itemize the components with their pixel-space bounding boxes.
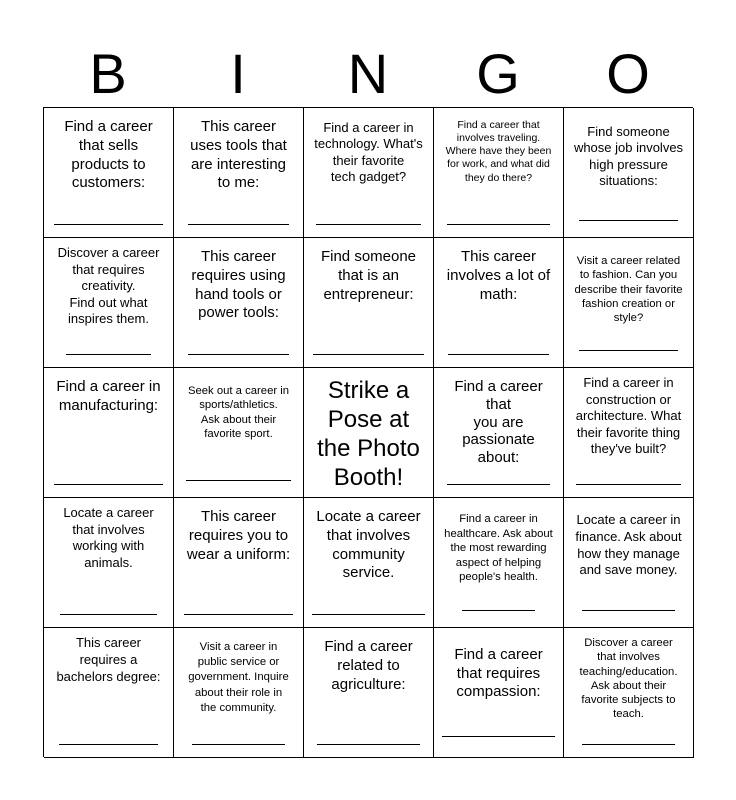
answer-line [579,350,678,351]
square-prompt: Visit a career in public service or government. Inquire about their role in the community. [188,641,289,714]
answer-line [188,224,289,225]
answer-line [66,354,151,355]
bingo-square[interactable] [44,368,174,498]
bingo-square[interactable] [434,368,564,498]
answer-line [447,224,550,225]
square-prompt: Visit a career related to fashion. Can you describe their favorite fashion creation or style? [574,255,683,325]
bingo-square[interactable] [564,368,694,498]
square-prompt: Find a career in technology. What's their favorite tech gadget? [314,120,423,184]
answer-line [317,744,420,745]
bingo-card-grid [43,107,693,757]
square-prompt: Find a career that you are passionate about: [454,378,543,467]
square-prompt: Find a career in manufacturing: [56,378,161,414]
answer-line [188,354,289,355]
bingo-square[interactable] [44,108,174,238]
square-prompt: This career requires using hand tools or power tools: [191,248,286,322]
answer-line [316,224,421,225]
bingo-square[interactable] [434,108,564,238]
bingo-square[interactable] [174,108,304,238]
bingo-square[interactable] [44,498,174,628]
header-letter-i: I [230,42,246,105]
square-prompt: This career requires you to wear a uniform: [186,508,291,563]
answer-line [462,610,535,611]
answer-line [59,744,158,745]
bingo-square[interactable] [564,498,694,628]
header-letter-n: N [347,42,389,105]
free-space-text: Strike a Pose at the Photo Booth! [317,377,420,491]
answer-line [313,354,424,355]
header-letter-g: G [476,42,520,105]
square-prompt: Find someone that is an entrepreneur: [320,248,417,303]
square-prompt: Seek out a career in sports/athletics. Ask about their favorite sport. [187,385,290,440]
square-prompt: Locate a career that involves community service. [316,508,421,582]
answer-line [54,484,163,485]
bingo-square[interactable] [434,498,564,628]
answer-line [54,224,163,225]
answer-line [442,736,555,737]
answer-line [582,744,675,745]
answer-line [576,484,681,485]
bingo-square[interactable] [304,108,434,238]
bingo-square[interactable] [174,368,304,498]
bingo-square[interactable] [304,628,434,758]
free-space[interactable] [304,368,434,498]
square-prompt: Find someone whose job involves high pressure situations: [573,124,684,188]
bingo-square[interactable] [564,238,694,368]
bingo-square[interactable] [564,628,694,758]
bingo-square[interactable] [174,238,304,368]
header-letter-o: O [606,42,650,105]
square-prompt: Locate a career in finance. Ask about how they manage and save money. [575,512,682,578]
square-prompt: Locate a career that involves working with animals. [63,505,154,570]
bingo-header [43,40,693,108]
square-prompt: Discover a career that requires creativity. Find out what inspires them. [57,245,160,326]
square-prompt: Find a career that requires compassion: [454,646,543,700]
bingo-square[interactable] [434,628,564,758]
answer-line [312,614,425,615]
square-prompt: Find a career that involves traveling. Where have they been for work, and what did they do there? [445,119,552,184]
answer-line [186,480,291,481]
answer-line [60,614,157,615]
bingo-square[interactable] [44,238,174,368]
answer-line [579,220,678,221]
bingo-square[interactable] [304,238,434,368]
square-prompt: Find a career in healthcare. Ask about the most rewarding aspect of helping people's health. [444,513,553,583]
answer-line [184,614,293,615]
square-prompt: Discover a career that involves teaching/education. Ask about their favorite subjects to teach. [579,637,678,721]
bingo-square[interactable] [564,108,694,238]
answer-line [582,610,675,611]
square-prompt: This career uses tools that are interesting to me: [190,118,287,192]
answer-line [447,484,550,485]
header-letter-b: B [89,42,127,105]
square-prompt: Find a career related to agriculture: [324,638,413,693]
bingo-square[interactable] [434,238,564,368]
square-prompt: Find a career that sells products to customers: [64,118,153,192]
bingo-square[interactable] [174,498,304,628]
answer-line [448,354,549,355]
answer-line [192,744,285,745]
bingo-square[interactable] [44,628,174,758]
square-prompt: Find a career in construction or architecture. What their favorite thing they've built? [575,375,682,456]
square-prompt: This career requires a bachelors degree: [56,635,161,684]
bingo-square[interactable] [304,498,434,628]
square-prompt: This career involves a lot of math: [446,248,551,303]
bingo-square[interactable] [174,628,304,758]
